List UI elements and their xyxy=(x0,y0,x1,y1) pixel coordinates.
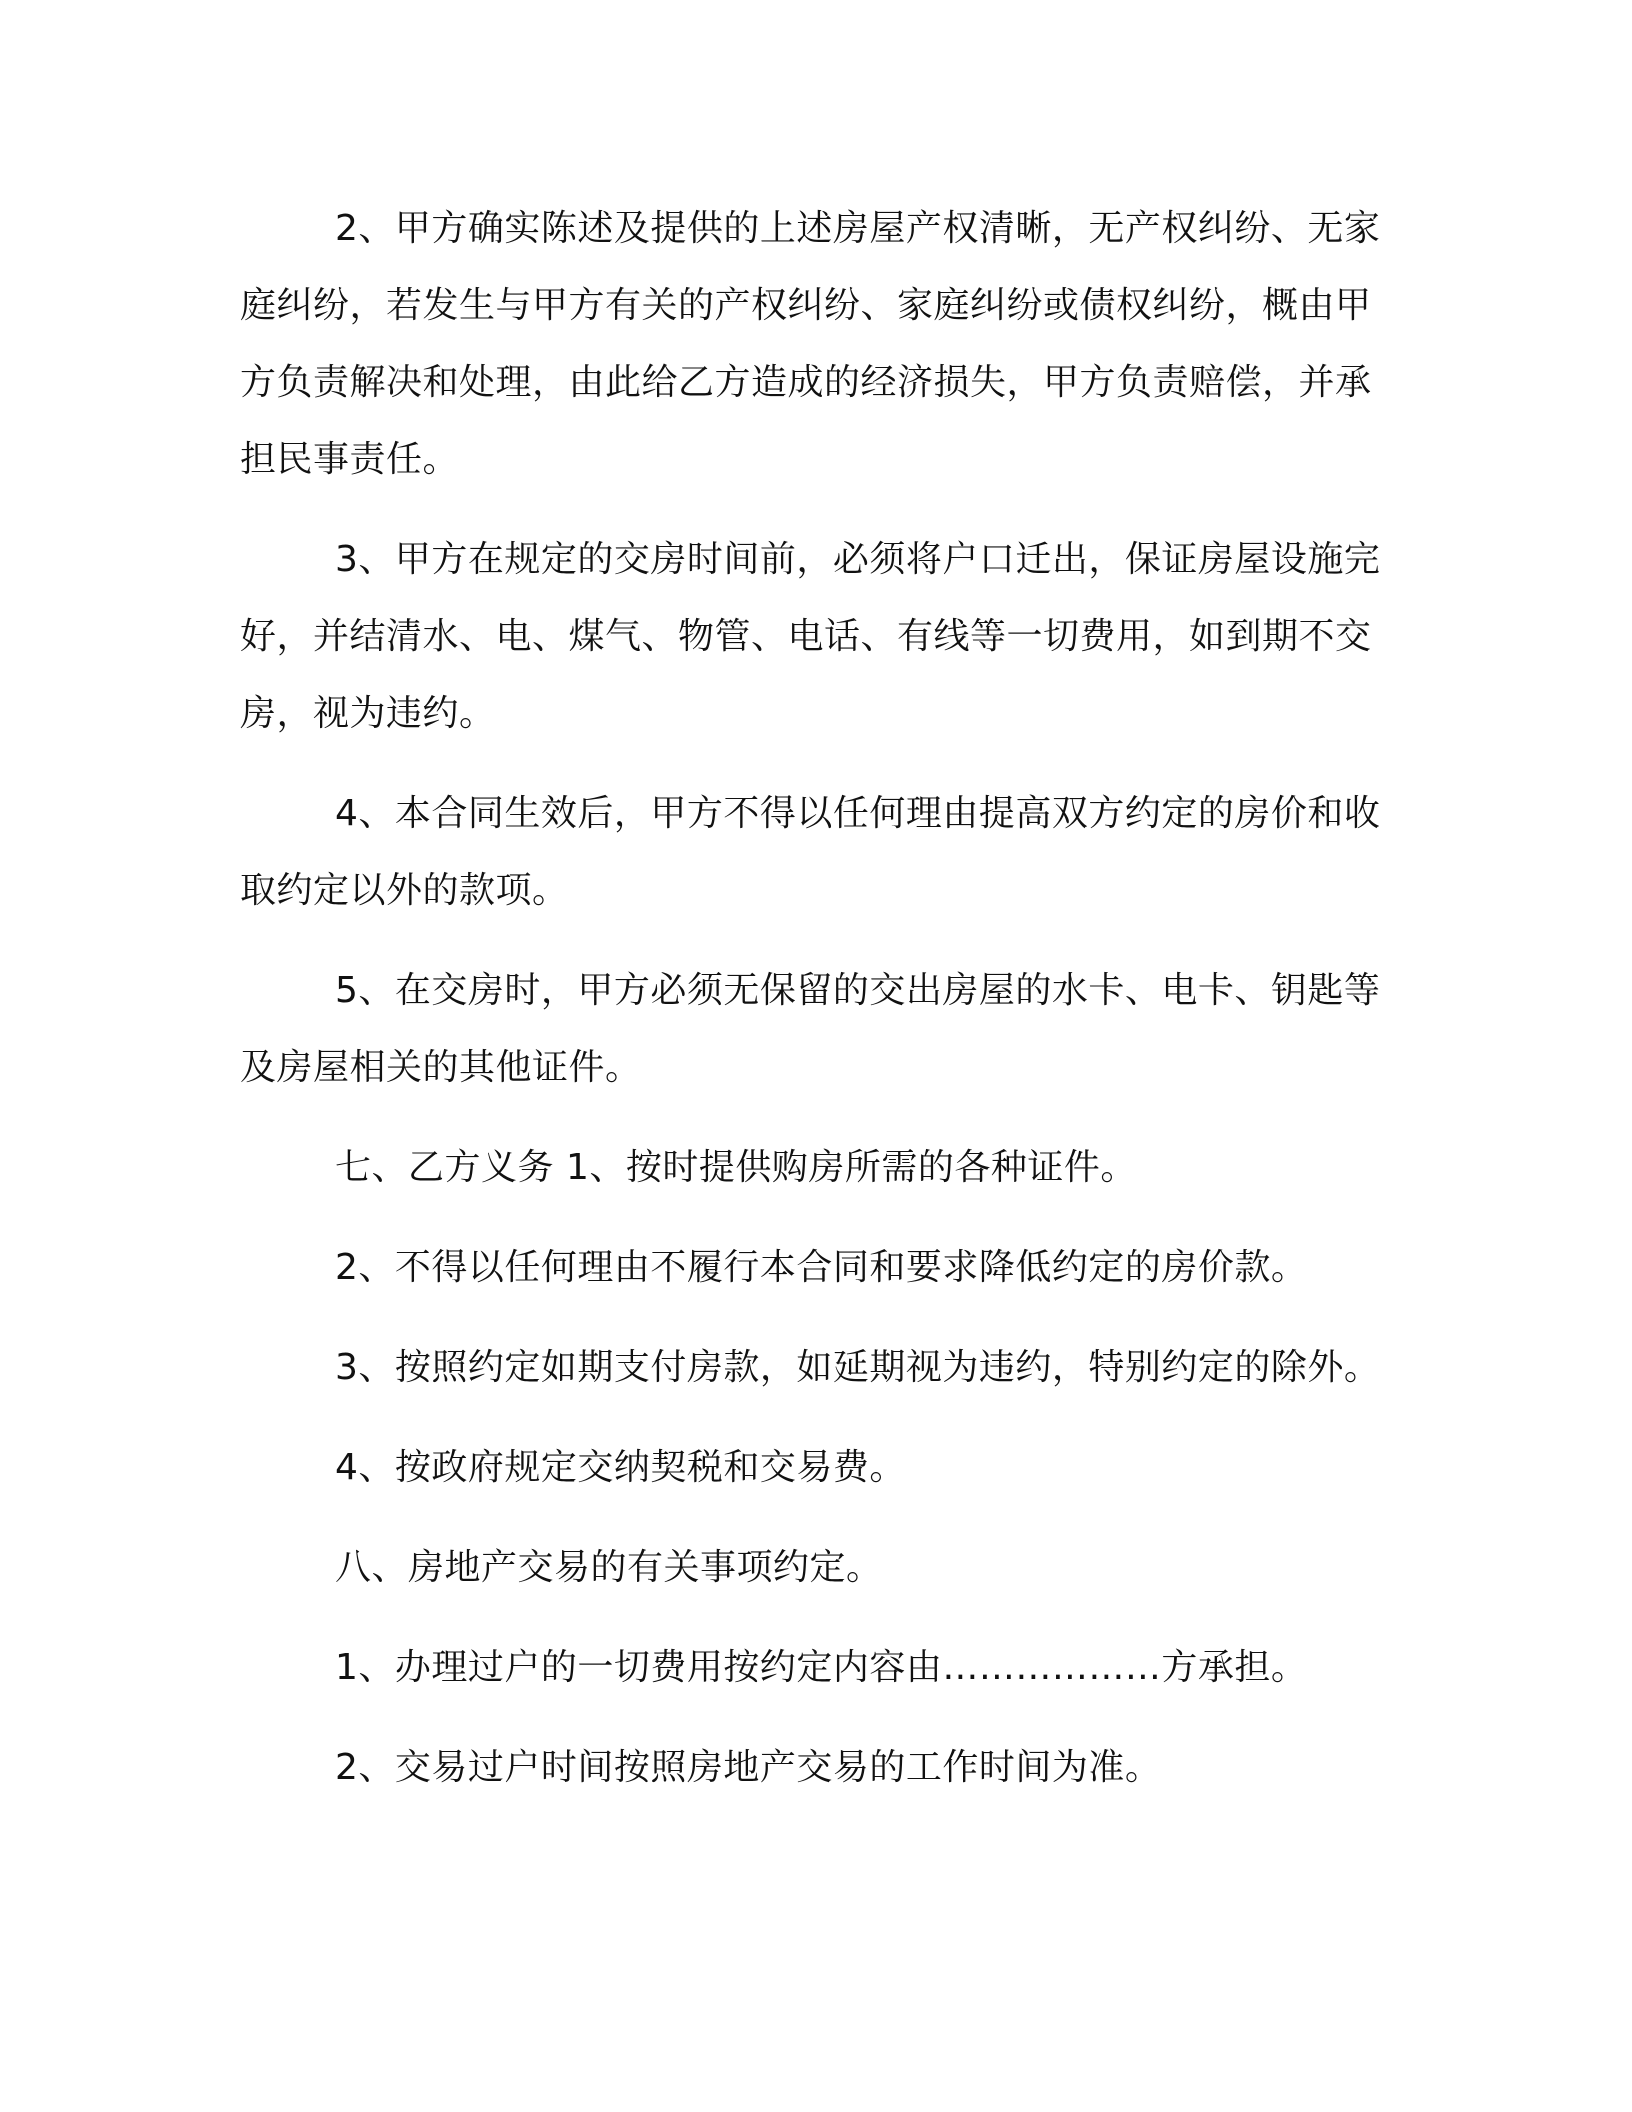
clause-paragraph: 2、交易过户时间按照房地产交易的工作时间为准。 xyxy=(335,1747,1162,1788)
clause-paragraph: 5、在交房时，甲方必须无保留的交出房屋的水卡、电卡、钥匙等及房屋相关的其他证件。 xyxy=(240,970,1381,1088)
clause-paragraph: 3、按照约定如期支付房款，如延期视为违约，特别约定的除外。 xyxy=(335,1347,1381,1388)
clause-paragraph: 2、甲方确实陈述及提供的上述房屋产权清晰，无产权纠纷、无家庭纠纷，若发生与甲方有关的产权纠纷、家庭纠纷或债权纠纷，概由甲方负责解决和处理，由此给乙方造成的经济损失，甲方负责赔偿，并承担民事责任。 xyxy=(240,208,1381,480)
section-heading: 八、房地产交易的有关事项约定。 xyxy=(335,1547,883,1588)
clause-paragraph: 1、办理过户的一切费用按约定内容由………………方承担。 xyxy=(335,1647,1308,1688)
clause-paragraph: 2、不得以任何理由不履行本合同和要求降低约定的房价款。 xyxy=(335,1247,1308,1288)
clause-paragraph: 3、甲方在规定的交房时间前，必须将户口迁出，保证房屋设施完好，并结清水、电、煤气、物管、电话、有线等一切费用，如到期不交房，视为违约。 xyxy=(240,539,1381,734)
clause-paragraph: 4、按政府规定交纳契税和交易费。 xyxy=(335,1447,906,1488)
clause-paragraph: 4、本合同生效后，甲方不得以任何理由提高双方约定的房价和收取约定以外的款项。 xyxy=(240,793,1381,911)
section-heading: 七、乙方义务 1、按时提供购房所需的各种证件。 xyxy=(335,1147,1137,1188)
document-body xyxy=(240,190,1395,1806)
